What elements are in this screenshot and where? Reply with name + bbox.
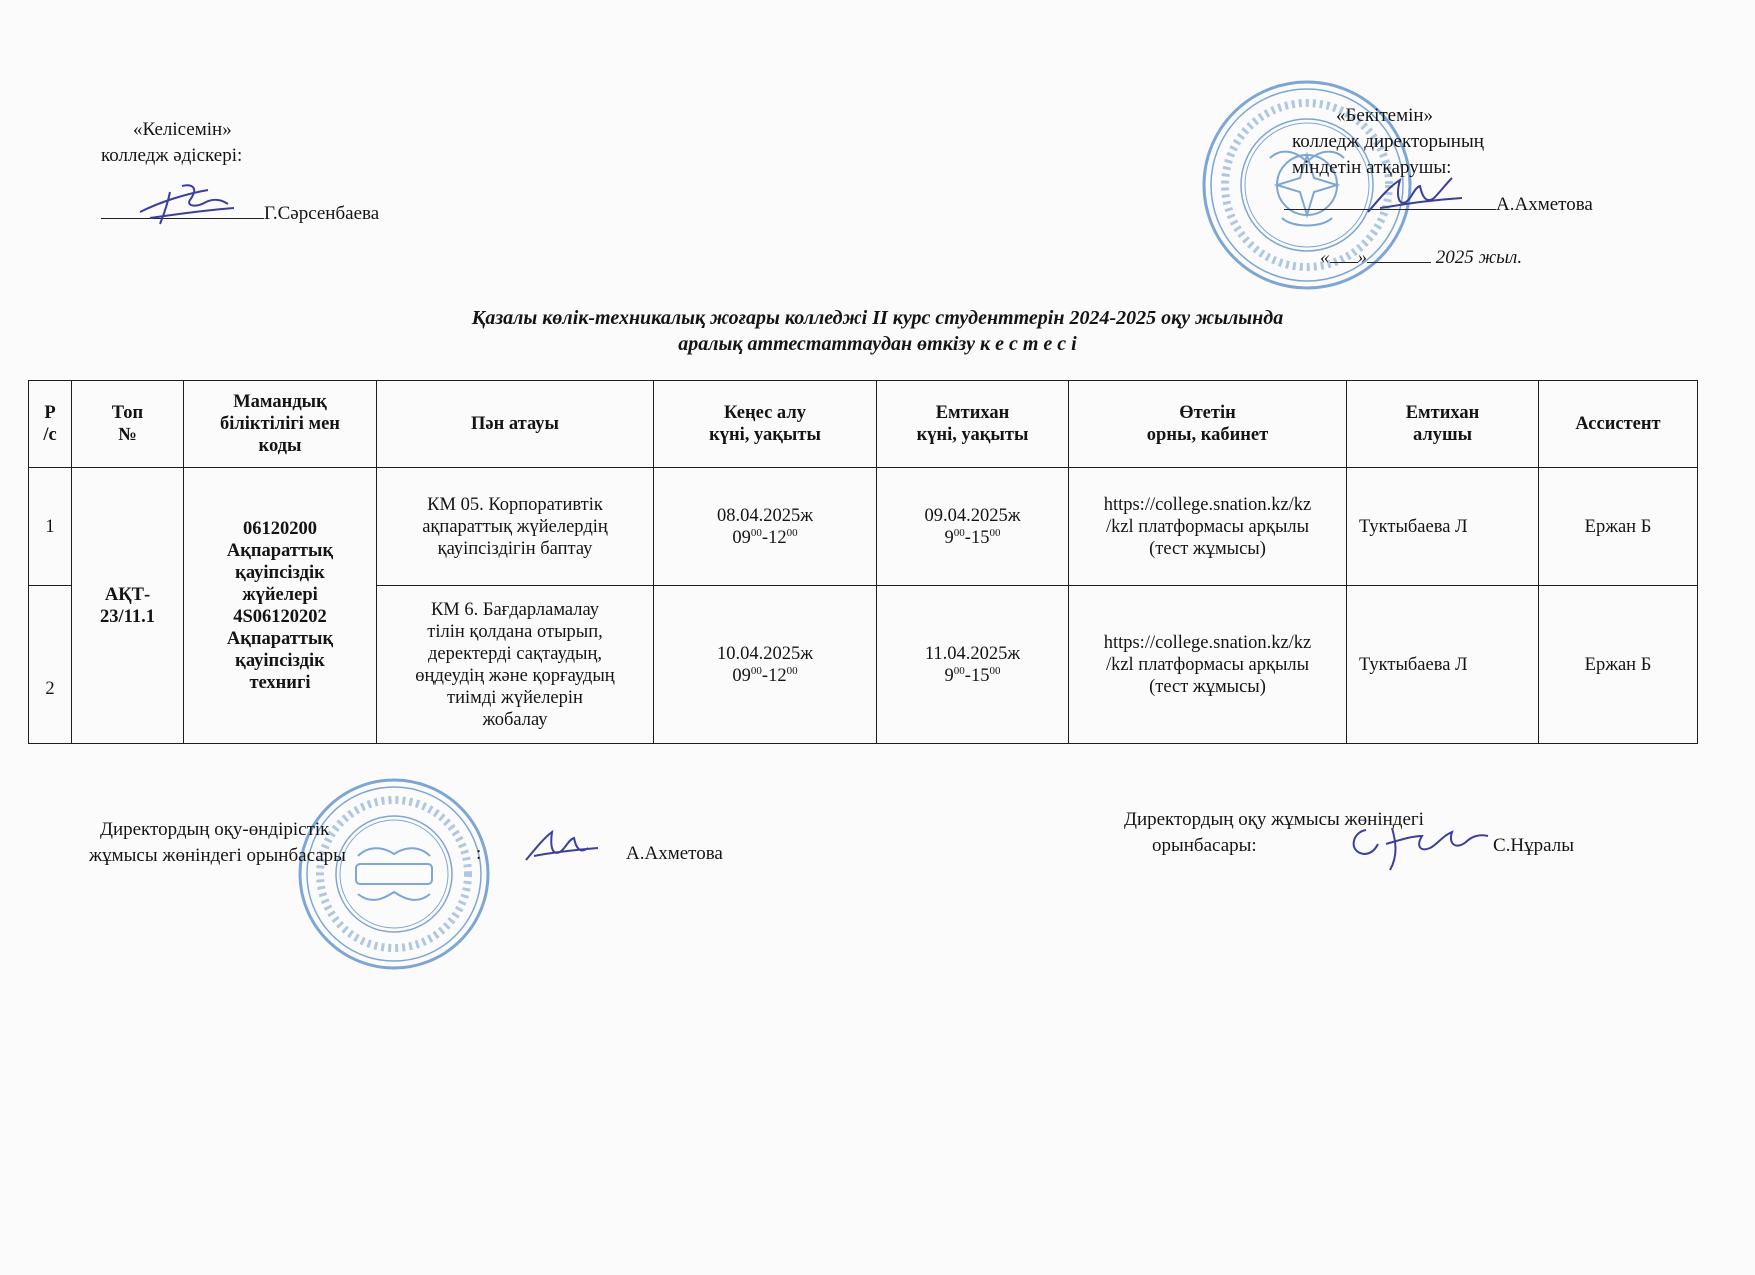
table-header-row: [29, 381, 1698, 468]
table-row: [29, 468, 1698, 586]
exam-cell: 11.04.2025ж $9^{00}-15^{00}$: [877, 586, 1069, 744]
signature-right: [1360, 168, 1470, 223]
document-title-line-1: Қазалы көлік-техникалық жоғары колледжі ІІ курс студенттерін 2024-2025 оқу жылында: [471, 307, 1284, 329]
examiner-cell: Туктыбаева Л: [1347, 586, 1539, 744]
examiner-cell: Туктыбаева Л: [1347, 468, 1539, 586]
approval-right-date: [1320, 244, 1522, 269]
footer-right-role-2: орынбасары:: [1152, 835, 1257, 856]
consult-cell: 08.04.2025ж $09^{00}-12^{00}$: [654, 468, 877, 586]
specialty-cell: 06120200 Ақпараттық қауіпсіздік жүйелері 4S06120202 Ақпараттық қауіпсіздік технигі: [184, 468, 377, 744]
footer-left-role-2: жұмысы жөніндегі орынбасары: [89, 845, 346, 866]
assistant-cell: Ержан Б: [1539, 468, 1698, 586]
exam-cell: 09.04.2025ж $9^{00}-15^{00}$: [877, 468, 1069, 586]
header-exam: Емтихан күні, уақыты: [877, 381, 1069, 468]
approval-right-role-2: міндетін атқарушы:: [1292, 157, 1452, 178]
signature-left: [130, 172, 242, 230]
header-subject: Пән атауы: [377, 381, 654, 468]
date-mid-quote: »: [1357, 247, 1367, 268]
approval-year: 2025 жыл.: [1435, 247, 1523, 268]
approval-left-heading: «Келісемін»: [133, 119, 232, 140]
group-cell: АҚТ- 23/11.1: [72, 468, 184, 744]
approval-right-role-1: колледж директорының: [1292, 131, 1484, 152]
header-group: Топ №: [72, 381, 184, 468]
footer-left-role-1: Директордың оқу-өндірістік: [100, 819, 330, 840]
row-num: 2: [29, 586, 72, 744]
approval-left-role: колледж әдіскері:: [101, 145, 243, 166]
official-seal-left: [296, 776, 492, 972]
footer-left-colon: :: [476, 843, 482, 864]
signature-footer-left: [520, 822, 604, 870]
approval-right-name: А.Ахметова: [1496, 194, 1593, 215]
row-num: 1: [29, 468, 72, 586]
header-specialty: Мамандық біліктілігі мен коды: [184, 381, 377, 468]
platform-link[interactable]: https://college.snation.kz/kz: [1103, 632, 1312, 653]
signature-footer-right: [1342, 818, 1502, 878]
subject-cell: КМ 6. Бағдарламалау тілін қолдана отырып, деректерді сақтаудың, өңдеудің және қорғаудың тиімді жүйелерін жобалау: [377, 586, 654, 744]
place-cell: https://college.snation.kz/kz /kzl платформасы арқылы (тест жұмысы): [1069, 468, 1347, 586]
platform-link[interactable]: https://college.snation.kz/kz: [1103, 494, 1312, 515]
document-title-line-2: аралық аттестаттаудан өткізу к е с т е с і: [678, 333, 1077, 355]
footer-left-name: А.Ахметова: [626, 843, 723, 864]
subject-cell: КМ 05. Корпоративтік ақпараттық жүйелердің қауіпсіздігін баптау: [377, 468, 654, 586]
exam-schedule-table: [28, 380, 1698, 744]
date-open-quote: «: [1320, 247, 1330, 268]
footer-right-role-1: Директордың оқу жұмысы жөніндегі: [1124, 809, 1424, 830]
approval-left-name: Г.Сәрсенбаева: [264, 203, 380, 224]
consult-cell: 10.04.2025ж $09^{00}-12^{00}$: [654, 586, 877, 744]
assistant-cell: Ержан Б: [1539, 586, 1698, 744]
place-cell: https://college.snation.kz/kz /kzl платформасы арқылы (тест жұмысы): [1069, 586, 1347, 744]
approval-right-heading: «Бекітемін»: [1336, 105, 1434, 126]
footer-right-name: С.Нұралы: [1493, 835, 1574, 856]
header-examiner: Емтихан алушы: [1347, 381, 1539, 468]
header-num: Р /с: [29, 381, 72, 468]
header-consult: Кеңес алу күні, уақыты: [654, 381, 877, 468]
header-assistant: Ассистент: [1539, 381, 1698, 468]
header-place: Өтетін орны, кабинет: [1069, 381, 1347, 468]
